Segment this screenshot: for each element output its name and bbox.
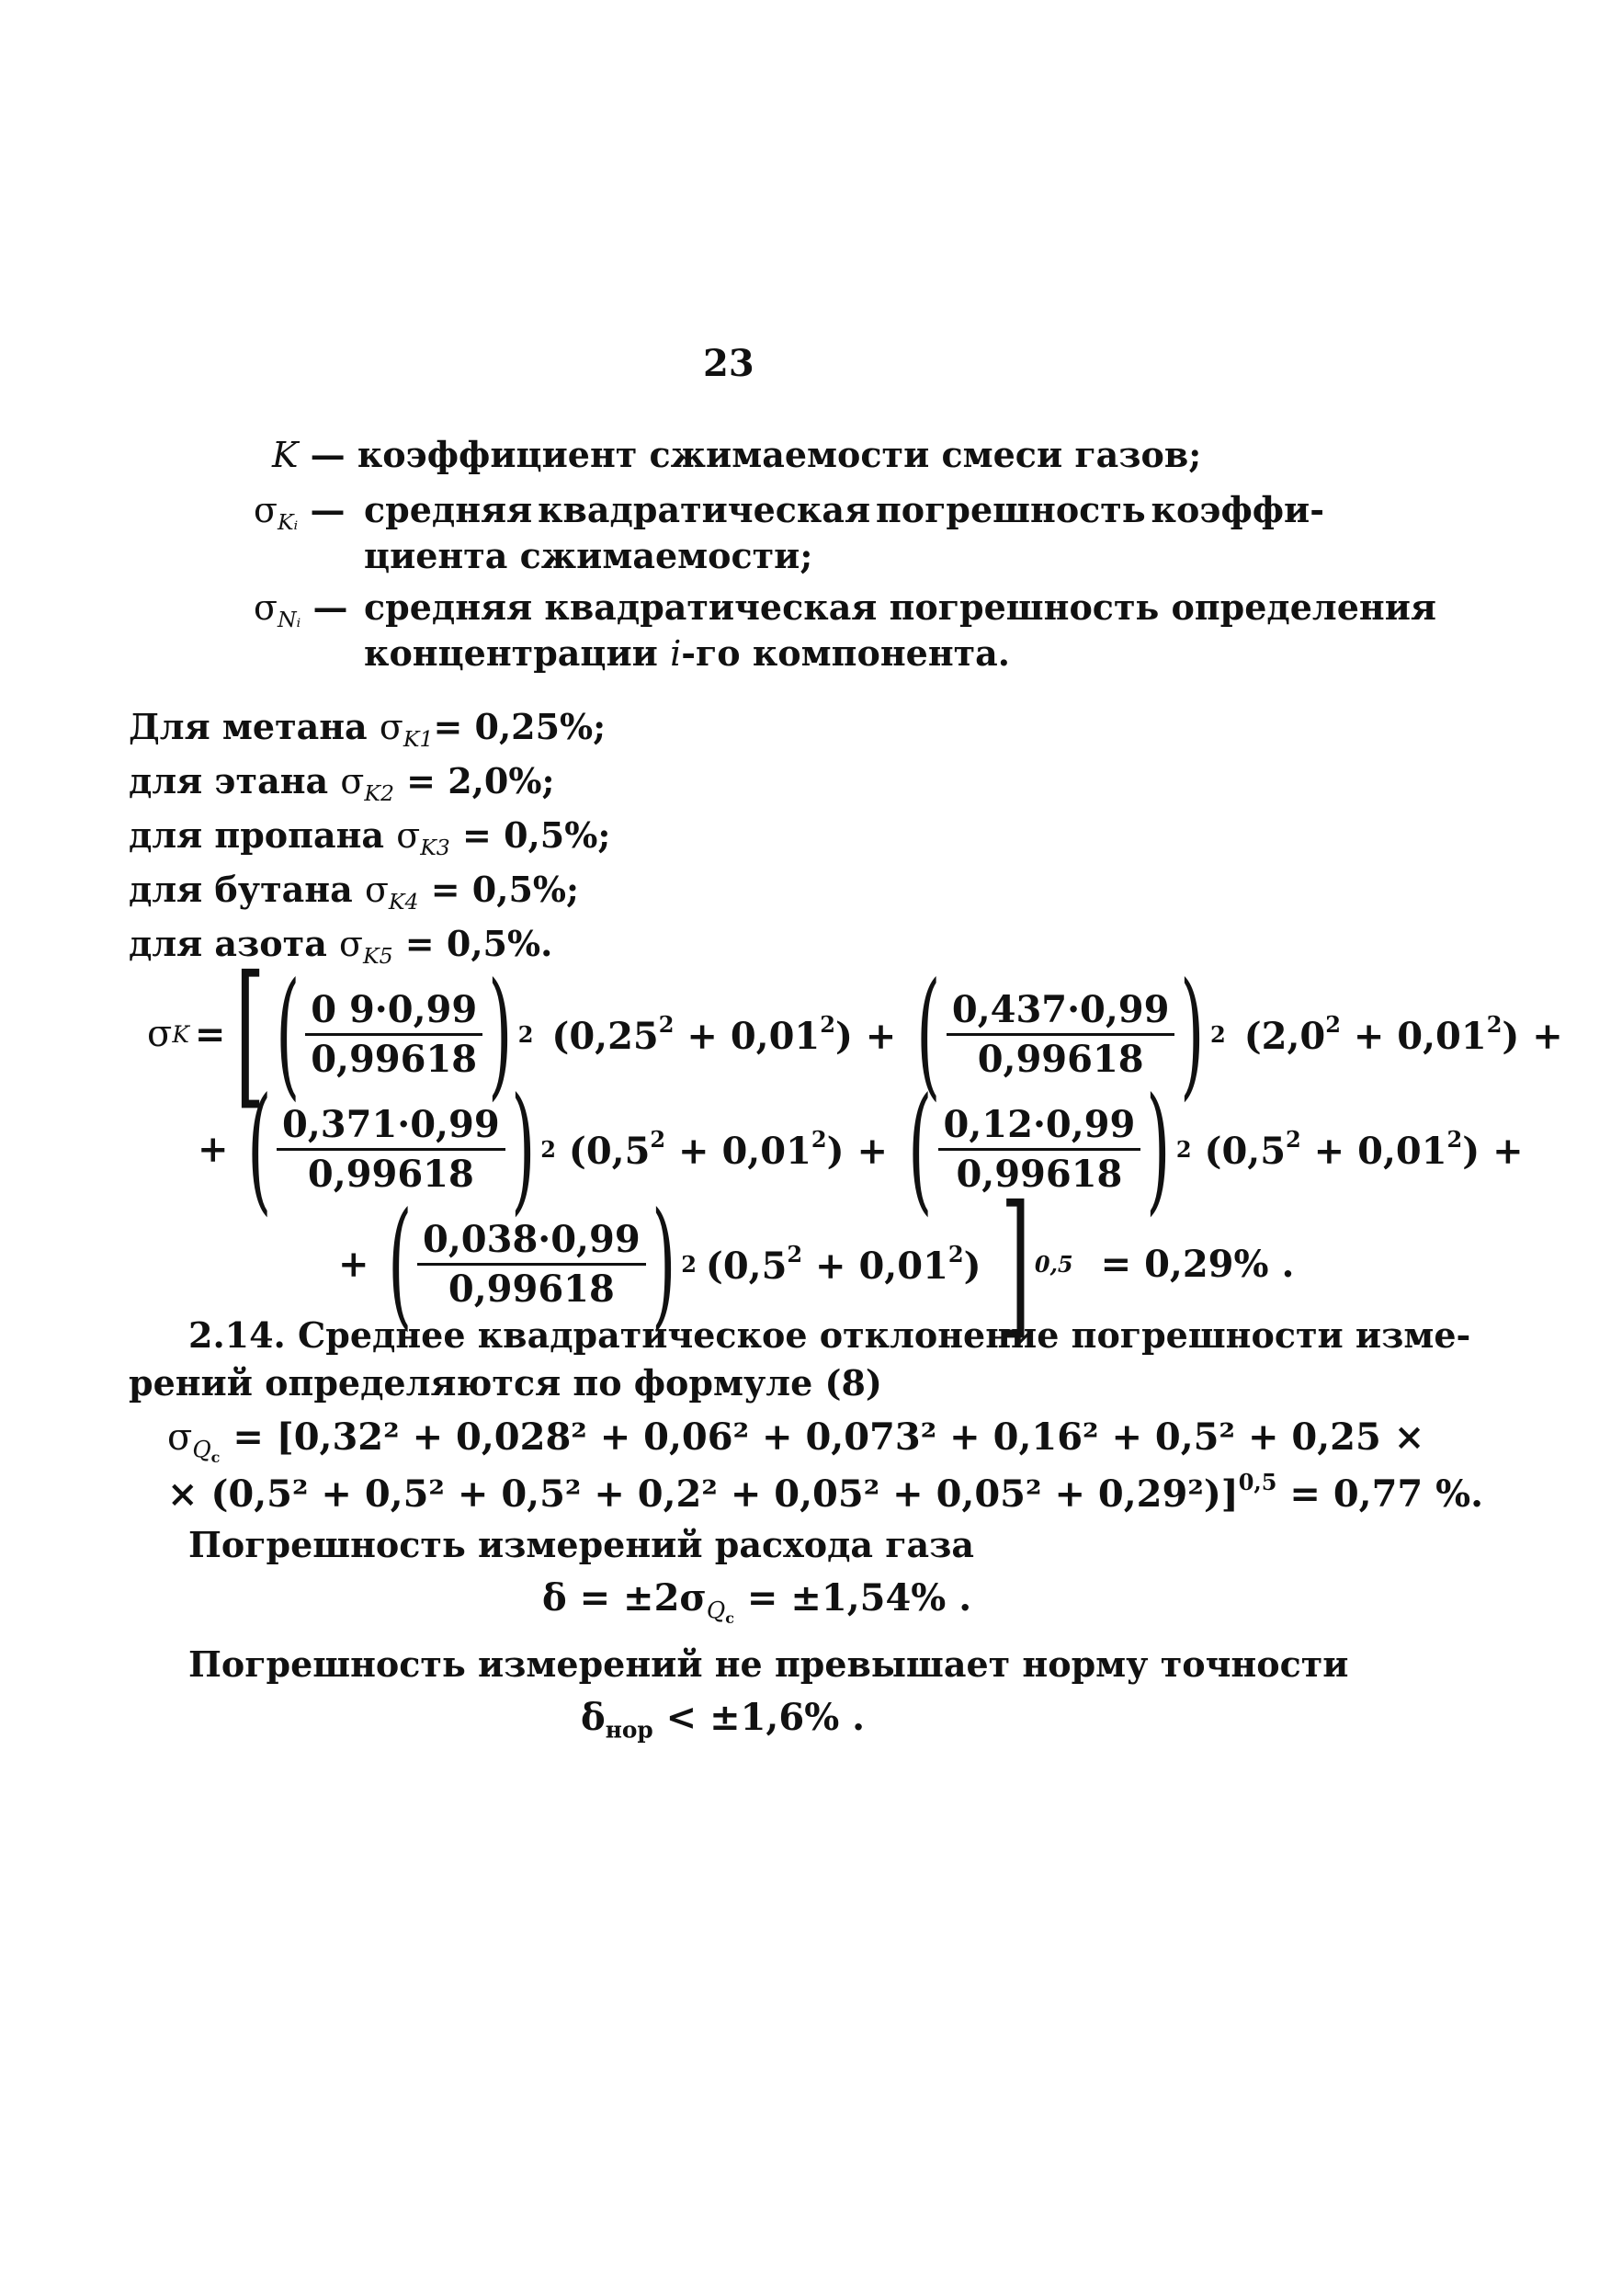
- definition-subscript: Nᵢ: [277, 607, 301, 633]
- outer-bracket-left: [: [234, 943, 267, 1125]
- formula-text: × (0,5² + 0,5² + 0,5² + 0,2² + 0,05² + 0,05² + 0,29²)]: [167, 1472, 1239, 1516]
- formula-subsub: c: [725, 1609, 734, 1627]
- gas-sub: K4: [388, 889, 419, 915]
- paren-right: ): [651, 1184, 676, 1344]
- fraction-4: [938, 1103, 1141, 1196]
- fraction-numerator: 0,371·0,99: [277, 1103, 505, 1151]
- gas-value-propane: [129, 814, 610, 860]
- fraction-denominator: 0,99618: [956, 1152, 1123, 1196]
- gas-value: = 0,25%;: [433, 706, 607, 747]
- term-5: $(0,5^2 + 0,01^2)$: [705, 1240, 981, 1288]
- gas-sigma: σ: [396, 815, 421, 856]
- formula-power: 0,5: [1238, 1469, 1277, 1495]
- definition-subscript: Kᵢ: [277, 509, 299, 536]
- definition-sigma-k: [254, 489, 346, 535]
- gas-label: для азота: [129, 923, 340, 964]
- definition-k: [272, 434, 1201, 475]
- paren-left: (: [387, 1184, 412, 1344]
- gas-sub: K2: [364, 780, 394, 807]
- definition-dash: —: [312, 586, 348, 628]
- fraction-denominator: 0,99618: [448, 1267, 615, 1311]
- term-1: $(0,25^2 + 0,01^2)$ +: [551, 1010, 897, 1058]
- formula-sigma: σ: [147, 1013, 173, 1055]
- definition-sigma-n-line2: [364, 632, 1010, 674]
- gas-sub: K3: [420, 835, 450, 861]
- formula-sub: K: [172, 1020, 189, 1048]
- gas-sigma: σ: [340, 761, 365, 801]
- fraction-3: [277, 1103, 505, 1196]
- gas-label: Для метана: [129, 706, 380, 747]
- formula-text: δ = ±2σ: [542, 1576, 707, 1620]
- definition-dash: —: [310, 489, 346, 530]
- section-2-14-line2: рений определяются по формуле (8): [129, 1362, 882, 1404]
- power: 2: [1175, 1135, 1192, 1163]
- formula-sub: нор: [605, 1716, 653, 1744]
- gas-value-ethane: [129, 760, 554, 806]
- error-flow-text: Погрешность измерений расхода газа: [188, 1524, 975, 1565]
- formula-result: < ±1,6% .: [652, 1696, 866, 1739]
- term-3: $(0,5^2 + 0,01^2)$ +: [568, 1125, 888, 1173]
- gas-value: = 2,0%;: [393, 760, 555, 801]
- formula-result: = ±1,54% .: [733, 1576, 972, 1620]
- definition-text: концентрации: [364, 632, 671, 674]
- gas-value: = 0,5%;: [418, 869, 580, 910]
- gas-value: = 0,5%;: [449, 814, 611, 856]
- power: 2: [1210, 1020, 1226, 1048]
- definition-symbol: σ: [254, 587, 278, 628]
- formula-subsub: c: [210, 1449, 221, 1466]
- formula-sigma: σ: [167, 1416, 193, 1459]
- error-flow-formula: [542, 1576, 971, 1627]
- fraction-5: [417, 1218, 646, 1311]
- power: 2: [517, 1020, 534, 1048]
- fraction-denominator: 0,99618: [311, 1037, 478, 1081]
- conclusion-formula: [581, 1696, 865, 1744]
- fraction-denominator: 0,99618: [307, 1152, 474, 1196]
- formula-result: = 0,29% .: [1100, 1242, 1295, 1286]
- formula-plus: +: [198, 1127, 229, 1171]
- fraction-2: [947, 988, 1175, 1081]
- fraction-numerator: 0,038·0,99: [417, 1218, 646, 1266]
- gas-sigma: σ: [379, 707, 403, 747]
- page-number: 23: [703, 342, 754, 385]
- definition-word: средняя: [364, 489, 533, 530]
- outer-bracket-right: ]: [1000, 1173, 1031, 1355]
- formula-result: = 0,77 %.: [1276, 1472, 1484, 1516]
- definition-symbol: σ: [254, 490, 278, 530]
- gas-value-methane: [129, 706, 606, 752]
- formula-sub: Q: [706, 1597, 726, 1624]
- definition-sigma-k-line1: [364, 489, 1324, 530]
- definition-word: квадратическая: [538, 489, 871, 530]
- gas-label: для пропана: [129, 814, 397, 856]
- power: 2: [540, 1135, 556, 1163]
- gas-value: = 0,5%.: [392, 923, 553, 964]
- gas-value-butane: [129, 869, 579, 915]
- paren-right: ): [1146, 1069, 1171, 1229]
- gas-sub: K5: [363, 943, 393, 970]
- formula-plus: +: [338, 1242, 369, 1286]
- paren-right: ): [488, 954, 513, 1114]
- formula-equals: =: [194, 1012, 226, 1056]
- formula-sigma-q-line1: [167, 1415, 1424, 1466]
- definition-text: -го компонента.: [681, 632, 1011, 674]
- fraction-numerator: 0,12·0,99: [938, 1103, 1141, 1151]
- definition-symbol: K: [272, 435, 299, 475]
- fraction-1: [305, 988, 482, 1081]
- fraction-denominator: 0,99618: [977, 1037, 1144, 1081]
- gas-sigma: σ: [339, 924, 363, 964]
- paren-right: ): [510, 1069, 536, 1229]
- formula-sub: Q: [192, 1436, 211, 1463]
- formula-sigma-q-text: = [0,32² + 0,028² + 0,06² + 0,073² + 0,16² + 0,5² + 0,25 ×: [233, 1415, 1425, 1459]
- definition-text: коэффициент сжимаемости смеси газов;: [357, 434, 1202, 475]
- paren-right: ): [1180, 954, 1205, 1114]
- gas-sigma: σ: [364, 870, 389, 910]
- definition-dash: —: [310, 434, 346, 475]
- definition-word: погрешность: [875, 489, 1146, 530]
- gas-label: для этана: [129, 760, 341, 801]
- definition-sigma-k-line2: циента сжимаемости;: [364, 535, 813, 576]
- section-2-14-line1: 2.14. Среднее квадратическое отклонение погрешности изме-: [188, 1314, 1471, 1356]
- formula-text: δ: [581, 1696, 606, 1739]
- definition-word: коэффи-: [1151, 489, 1324, 530]
- paren-left: (: [908, 1069, 933, 1229]
- formula-sigma-q-line2: [167, 1469, 1483, 1516]
- conclusion-text: Погрешность измерений не превышает норму точности: [188, 1643, 1349, 1685]
- definition-sigma-n: [254, 586, 348, 632]
- term-4: $(0,5^2 + 0,01^2)$ +: [1204, 1125, 1524, 1173]
- fraction-numerator: 0 9·0,99: [305, 988, 482, 1036]
- gas-sub: K1: [403, 726, 434, 753]
- power: 2: [681, 1250, 697, 1278]
- definition-italic-i: i: [670, 633, 682, 674]
- paren-left: (: [916, 954, 941, 1114]
- definition-sigma-n-line1: средняя квадратическая погрешность определения: [364, 586, 1436, 628]
- gas-label: для бутана: [129, 869, 365, 910]
- paren-left: (: [275, 954, 301, 1114]
- fraction-numerator: 0,437·0,99: [947, 988, 1175, 1036]
- paren-left: (: [246, 1069, 271, 1229]
- term-2: $(2,0^2 + 0,01^2)$ +: [1243, 1010, 1563, 1058]
- outer-power: 0,5: [1034, 1250, 1073, 1278]
